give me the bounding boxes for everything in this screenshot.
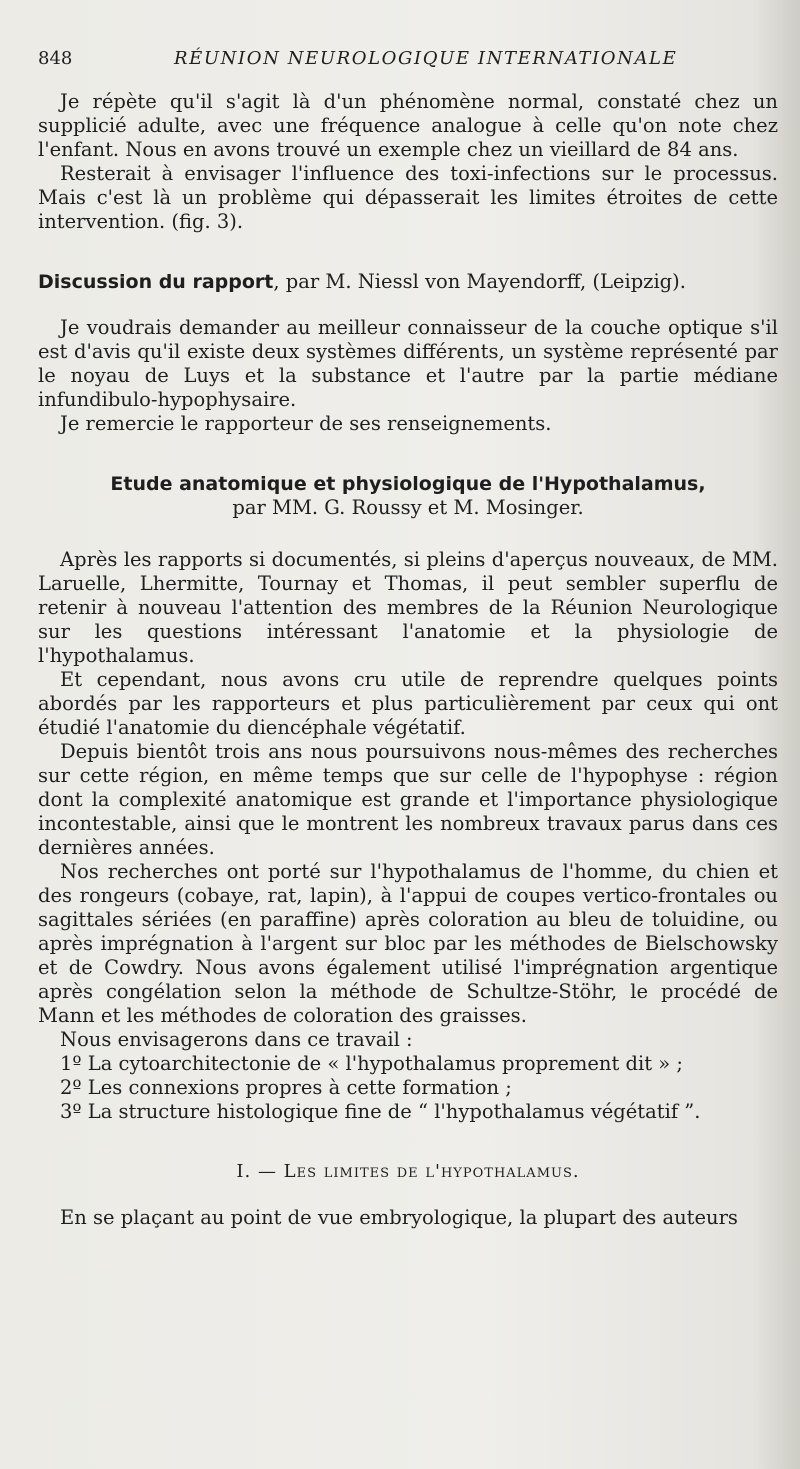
- running-head: [38, 48, 770, 72]
- paragraph-toxi-infections: Resterait à envisager l'influence des toxi-infections sur le processus. Mais c'est là un problème qui dépasserait les limites étroites de cette intervention. (fig. 3).: [38, 162, 778, 233]
- etude-authors: par MM. G. Roussy et M. Mosinger.: [232, 496, 584, 519]
- etude-paragraph-2: Et cependant, nous avons cru utile de reprendre quelques points abordés par les rapporteurs et plus particulièrement par ceux qui ont étudié l'anatomie du diencéphale végétatif.: [38, 668, 778, 739]
- list-item-3: 3º La structure histologique fine de “ l'hypothalamus végétatif ”.: [60, 1100, 701, 1123]
- last-paragraph: En se plaçant au point de vue embryologique, la plupart des auteurs: [60, 1206, 738, 1229]
- section-heading-text: I. — Les limites de l'hypothalamus.: [236, 1161, 580, 1182]
- discussion-paragraph-1: Je voudrais demander au meilleur connaisseur de la couche optique s'il est d'avis qu'il existe deux systèmes différents, un système représenté par le noyau de Luys et la substance et l'autre par la partie médiane infundibulo-hypophysaire.: [38, 316, 778, 411]
- paragraph-normal-phenomenon: Je répète qu'il s'agit là d'un phénomène normal, constaté chez un supplicié adulte, avec une fréquence analogue à celle qu'on note chez l'enfant. Nous en avons trouvé un exemple chez un vieillard de 84 ans.: [38, 90, 778, 161]
- section-heading: [38, 1160, 778, 1184]
- etude-title-text: Etude anatomique et physiologique de l'Hypothalamus,: [110, 473, 706, 495]
- etude-paragraph-1: Après les rapports si documentés, si pleins d'aperçus nouveaux, de MM. Laruelle, Lhermitte, Tournay et Thomas, il peut sembler superflu de retenir à nouveau l'attention des membres de la Réunion Neurologique sur les questions intéressant l'anatomie et la physiologie de l'hypothalamus.: [38, 548, 778, 667]
- discussion-paragraph-2: Je remercie le rapporteur de ses renseignements.: [60, 412, 552, 435]
- etude-paragraph-3: Depuis bientôt trois ans nous poursuivons nous-mêmes des recherches sur cette région, en même temps que sur celle de l'hypophyse : région dont la complexité anatomique est grande et l'importance physiologique incontestable, ainsi que le montrent les nombreux travaux parus dans ces dernières années.: [38, 740, 778, 859]
- list-item-1: 1º La cytoarchitectonie de « l'hypothalamus proprement dit » ;: [60, 1052, 683, 1075]
- discussion-heading: [38, 270, 778, 294]
- running-head-title: RÉUNION NEUROLOGIQUE INTERNATIONALE: [174, 48, 678, 69]
- list-item-2: 2º Les connexions propres à cette formation ;: [60, 1076, 512, 1099]
- discussion-byline: , par M. Niessl von Mayendorff, (Leipzig).: [273, 270, 686, 293]
- etude-title: [38, 472, 778, 496]
- discussion-title: Discussion du rapport: [38, 271, 274, 293]
- etude-paragraph-4: Nos recherches ont porté sur l'hypothalamus de l'homme, du chien et des rongeurs (cobaye, rat, lapin), à l'appui de coupes vertico-frontales ou sagittales sériées (en paraffine) après coloration au bleu de toluidine, ou après imprégnation à l'argent sur bloc par les méthodes de Bielschowsky et de Cowdry. Nous avons également utilisé l'imprégnation argentique après congélation selon la méthode de Schultze-Stöhr, le procédé de Mann et les méthodes de coloration des graisses.: [38, 860, 778, 1027]
- page-number: 848: [38, 48, 73, 69]
- etude-paragraph-5: Nous envisagerons dans ce travail :: [60, 1028, 413, 1051]
- page-body: [38, 90, 778, 1230]
